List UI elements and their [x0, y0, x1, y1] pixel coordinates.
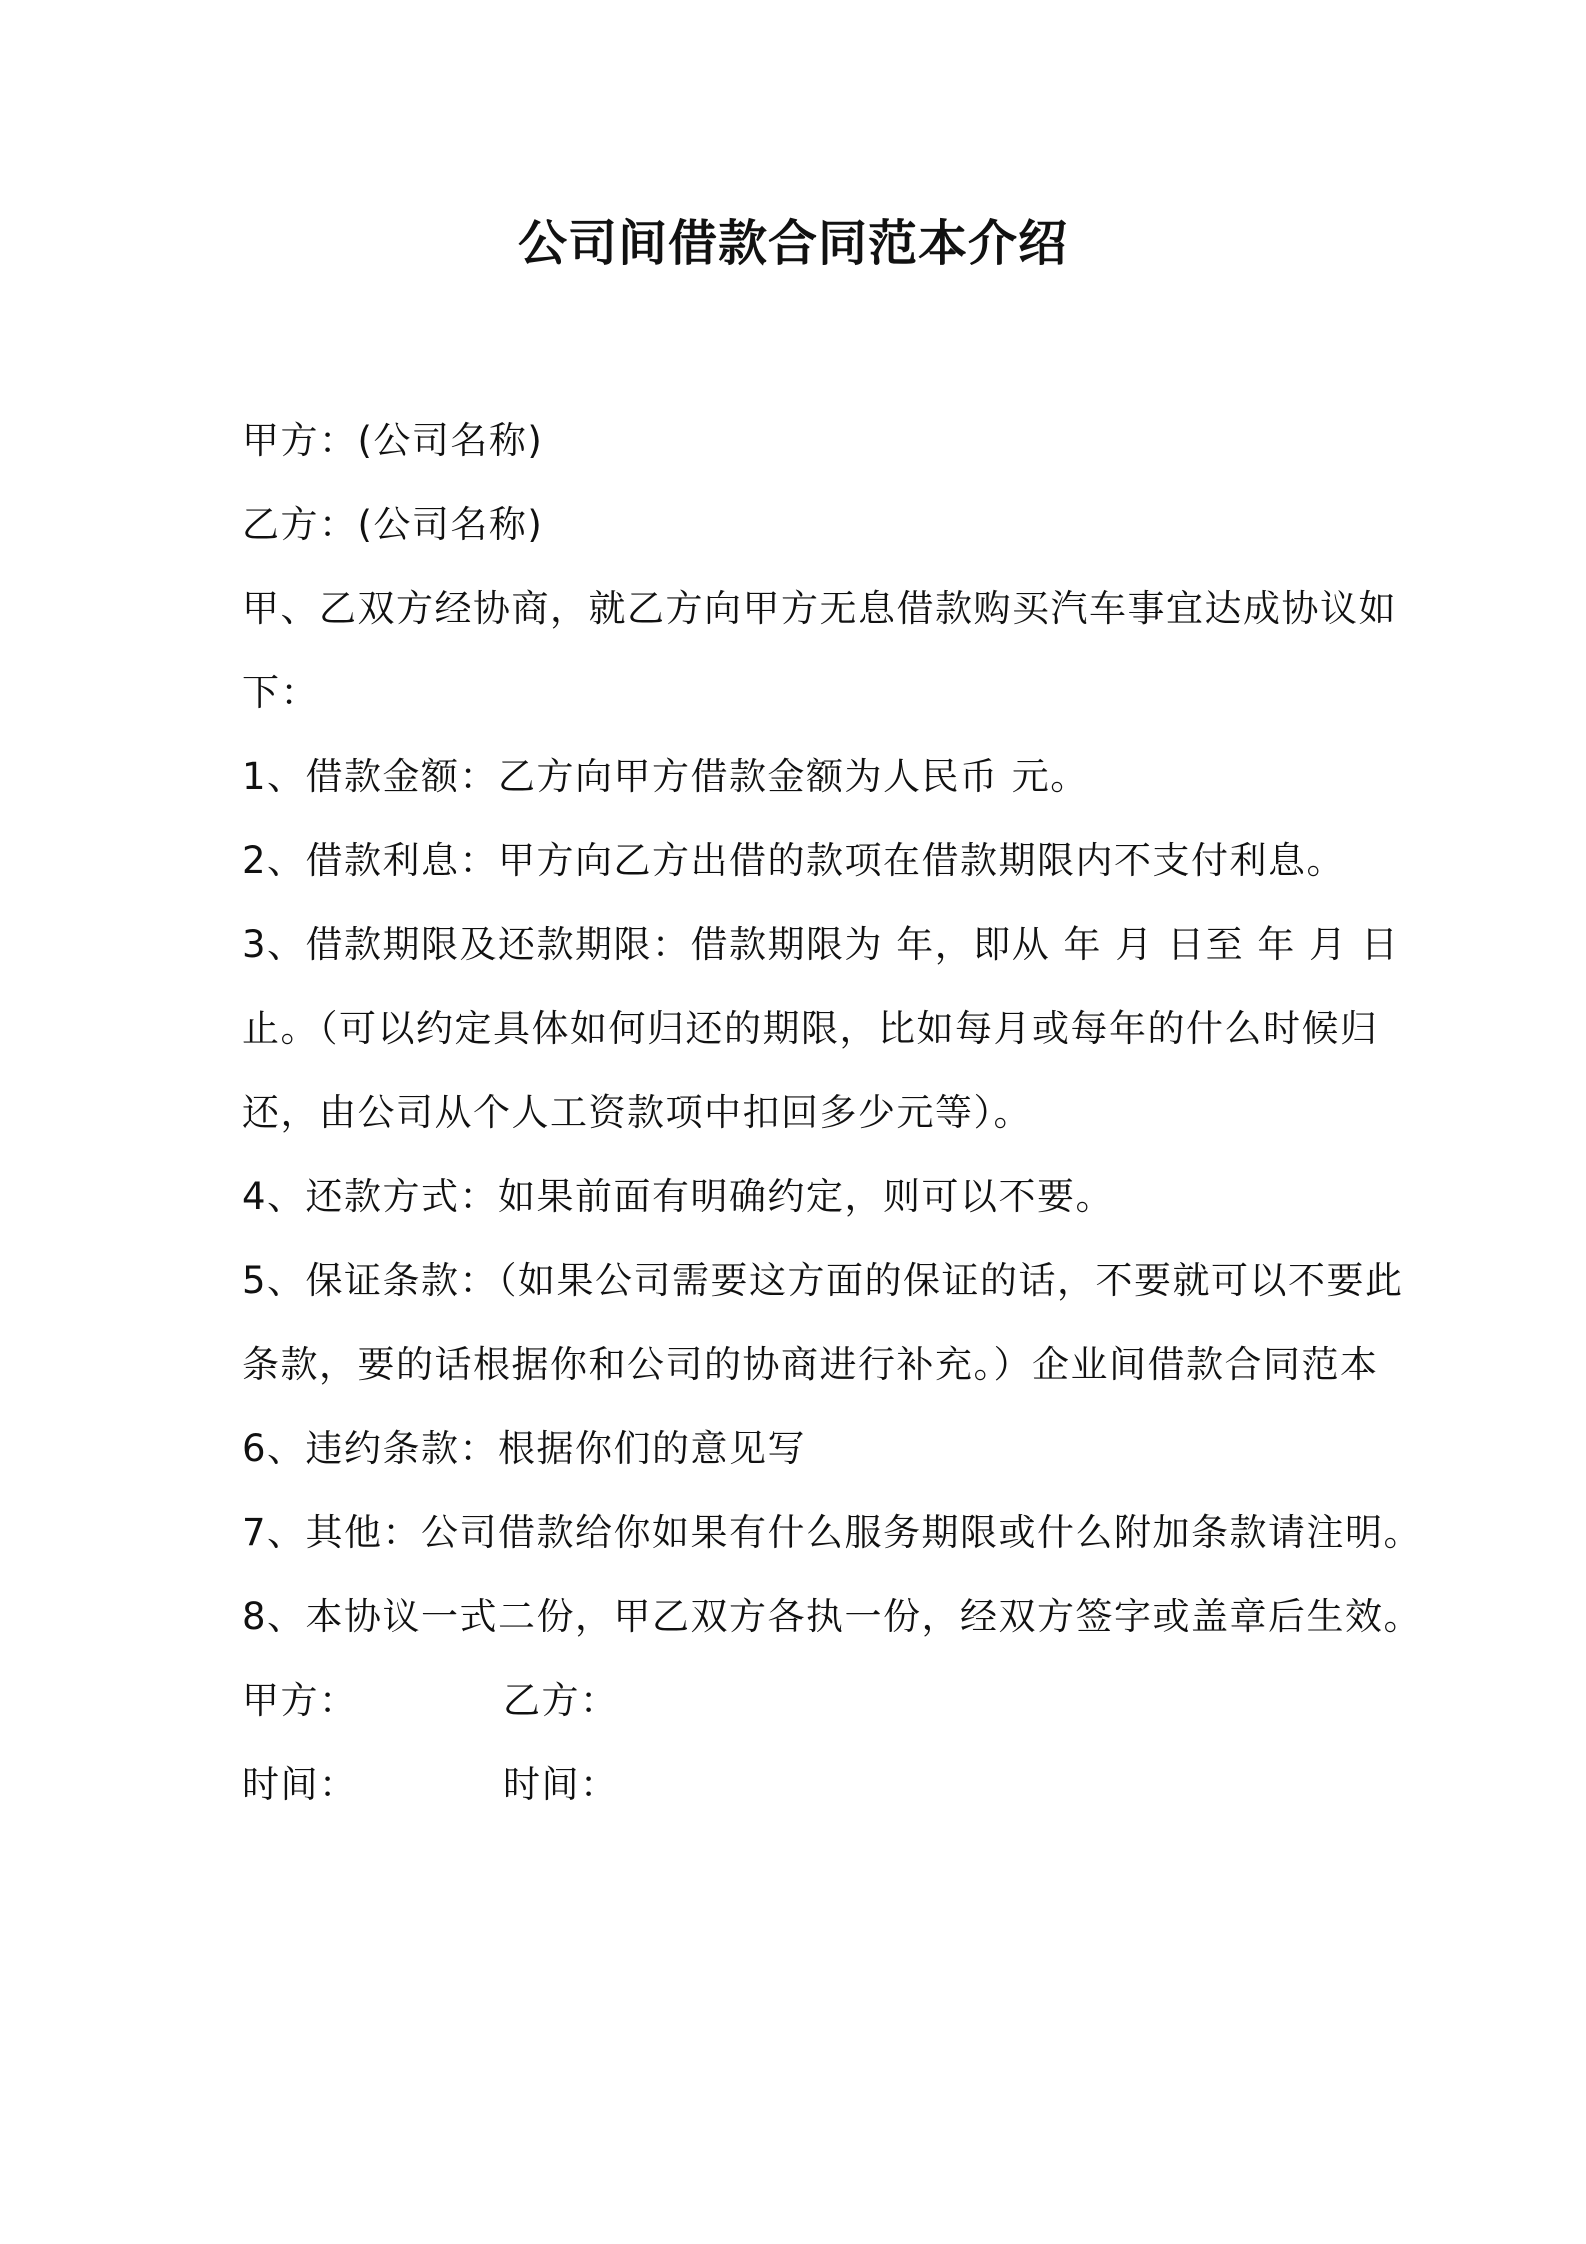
document-title: 公司间借款合同范本介绍 [517, 215, 1068, 272]
clause-7: 7、其他：公司借款给你如果有什么服务期限或什么附加条款请注明。 [242, 1511, 1423, 1554]
intro-line-1: 甲、乙双方经协商，就乙方向甲方无息借款购买汽车事宜达成协议如 [242, 587, 1397, 630]
clause-3-line-3: 还，由公司从个人工资款项中扣回多少元等）。 [242, 1091, 1032, 1134]
party-a-line: 甲方：(公司名称) [242, 419, 544, 462]
time-party-b-label: 时间： [503, 1763, 619, 1806]
clause-1: 1、借款金额：乙方向甲方借款金额为人民币 元。 [242, 755, 1089, 798]
clause-6: 6、违约条款：根据你们的意见写 [242, 1427, 807, 1470]
party-b-line: 乙方：(公司名称) [242, 503, 544, 546]
clause-2: 2、借款利息：甲方向乙方出借的款项在借款期限内不支付利息。 [242, 839, 1346, 882]
signature-party-a-label: 甲方： [242, 1679, 358, 1722]
signature-party-b-label: 乙方： [503, 1679, 619, 1722]
clause-3-line-1: 3、借款期限及还款期限：借款期限为 年，即从 年 月 日至 年 月 日 [242, 923, 1400, 966]
time-party-a-label: 时间： [242, 1763, 358, 1806]
clause-3-line-2: 止。（可以约定具体如何归还的期限，比如每月或每年的什么时候归 [242, 1007, 1379, 1050]
clause-5-line-1: 5、保证条款：（如果公司需要这方面的保证的话，不要就可以不要此 [242, 1259, 1404, 1302]
clause-4: 4、还款方式：如果前面有明确约定，则可以不要。 [242, 1175, 1115, 1218]
clause-5-line-2: 条款，要的话根据你和公司的协商进行补充。）企业间借款合同范本 [242, 1343, 1379, 1386]
clause-8: 8、本协议一式二份，甲乙双方各执一份，经双方签字或盖章后生效。 [242, 1595, 1423, 1638]
intro-line-2: 下： [242, 671, 319, 714]
